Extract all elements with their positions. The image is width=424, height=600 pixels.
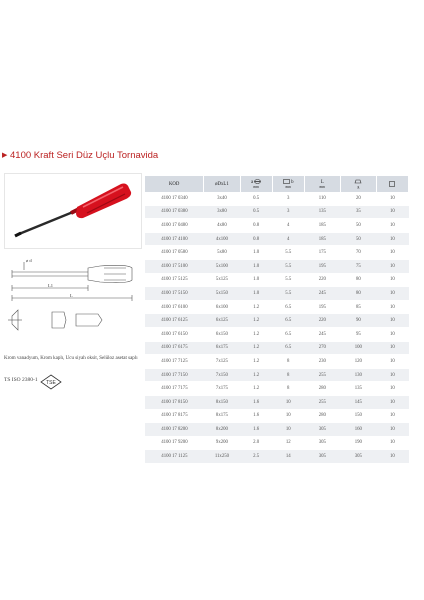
cell-blade-width: 14 xyxy=(272,450,304,464)
cell-weight: 90 xyxy=(340,314,376,328)
cell-length: 245 xyxy=(304,327,340,341)
cell-weight: 75 xyxy=(340,259,376,273)
cell-length: 255 xyxy=(304,395,340,409)
cell-dimension: 7x125 xyxy=(204,355,240,369)
cell-length: 305 xyxy=(304,450,340,464)
cell-package-qty: 10 xyxy=(376,382,408,396)
cell-length: 185 xyxy=(304,219,340,233)
column-header-weight: g xyxy=(340,176,376,192)
cell-blade-width: 12 xyxy=(272,436,304,450)
standard-label: TS ISO 2380-1 xyxy=(4,377,38,383)
table-row xyxy=(145,314,409,328)
cell-weight: 150 xyxy=(340,409,376,423)
cell-blade-width: 3 xyxy=(272,192,304,205)
table-row xyxy=(145,355,409,369)
table-row xyxy=(145,368,409,382)
table-header-row xyxy=(145,176,409,192)
cell-weight: 95 xyxy=(340,327,376,341)
cell-blade-width: 10 xyxy=(272,395,304,409)
blade-length-label: L1 xyxy=(48,283,53,288)
section-title xyxy=(0,150,424,164)
cell-package-qty: 10 xyxy=(376,409,408,423)
bullet-arrow-icon: ▶ xyxy=(2,152,8,159)
cell-length: 135 xyxy=(304,205,340,219)
cell-dimension: 5x100 xyxy=(204,259,240,273)
cell-weight: 160 xyxy=(340,423,376,437)
total-length-label: L xyxy=(70,293,73,298)
cell-package-qty: 10 xyxy=(376,355,408,369)
cell-blade-thickness: 1.0 xyxy=(240,259,272,273)
cell-package-qty: 10 xyxy=(376,395,408,409)
cell-dimension: 9x200 xyxy=(204,436,240,450)
cell-weight: 145 xyxy=(340,395,376,409)
cell-length: 185 xyxy=(304,232,340,246)
column-header-dimension: øDxL1 xyxy=(204,176,240,192)
cell-code: 4100 17 9200 xyxy=(145,436,204,450)
cell-blade-thickness: 2.0 xyxy=(240,436,272,450)
table-row xyxy=(145,287,409,301)
cell-blade-thickness: 1.0 xyxy=(240,287,272,301)
cell-weight: 85 xyxy=(340,300,376,314)
cell-length: 280 xyxy=(304,409,340,423)
svg-text:TSE: TSE xyxy=(46,380,56,386)
cell-blade-thickness: 0.5 xyxy=(240,205,272,219)
cell-dimension: 6x125 xyxy=(204,314,240,328)
table-row xyxy=(145,436,409,450)
cell-code: 4100 17 0380 xyxy=(145,205,204,219)
table-row xyxy=(145,395,409,409)
cell-dimension: 4x100 xyxy=(204,232,240,246)
cell-weight: 120 xyxy=(340,355,376,369)
cell-package-qty: 10 xyxy=(376,205,408,219)
cell-blade-thickness: 1.2 xyxy=(240,314,272,328)
cell-length: 110 xyxy=(304,192,340,205)
cell-length: 305 xyxy=(304,436,340,450)
cell-blade-width: 4 xyxy=(272,232,304,246)
cell-code: 4100 17 1125 xyxy=(145,450,204,464)
cell-blade-thickness: 1.2 xyxy=(240,368,272,382)
table-row xyxy=(145,327,409,341)
cell-blade-width: 6.5 xyxy=(272,341,304,355)
cell-blade-width: 6.5 xyxy=(272,300,304,314)
technical-drawing xyxy=(4,252,140,342)
cell-weight: 100 xyxy=(340,341,376,355)
page-title: 4100 Kraft Seri Düz Uçlu Tornavida xyxy=(10,150,159,161)
cell-blade-width: 3 xyxy=(272,205,304,219)
cell-code: 4100 17 0340 xyxy=(145,192,204,205)
cell-code: 4100 17 0480 xyxy=(145,219,204,233)
cell-blade-thickness: 0.5 xyxy=(240,192,272,205)
table-row xyxy=(145,341,409,355)
cell-length: 220 xyxy=(304,273,340,287)
cell-dimension: 8x150 xyxy=(204,395,240,409)
cell-length: 280 xyxy=(304,382,340,396)
cell-blade-width: 5.5 xyxy=(272,246,304,260)
cell-length: 270 xyxy=(304,341,340,355)
cell-package-qty: 10 xyxy=(376,327,408,341)
product-description: Krom vanadyum, Krom kaplı, Ucu siyah oksit, Selüloz asetat saplı xyxy=(4,356,138,361)
cell-weight: 130 xyxy=(340,368,376,382)
cell-package-qty: 10 xyxy=(376,300,408,314)
cell-package-qty: 10 xyxy=(376,450,408,464)
cell-blade-width: 5.5 xyxy=(272,259,304,273)
cell-weight: 190 xyxy=(340,436,376,450)
cell-blade-thickness: 1.2 xyxy=(240,355,272,369)
cell-blade-width: 6.5 xyxy=(272,327,304,341)
cell-code: 4100 17 6150 xyxy=(145,327,204,341)
cell-package-qty: 10 xyxy=(376,436,408,450)
cell-code: 4100 17 6100 xyxy=(145,300,204,314)
spec-table xyxy=(145,176,409,464)
cell-code: 4100 17 7125 xyxy=(145,355,204,369)
table-row xyxy=(145,382,409,396)
cell-package-qty: 10 xyxy=(376,273,408,287)
cell-code: 4100 17 8175 xyxy=(145,409,204,423)
cell-code: 4100 17 5125 xyxy=(145,273,204,287)
cell-weight: 80 xyxy=(340,287,376,301)
cell-code: 4100 17 7150 xyxy=(145,368,204,382)
table-row xyxy=(145,219,409,233)
table-row xyxy=(145,259,409,273)
cell-blade-width: 5.5 xyxy=(272,287,304,301)
blade-thickness-icon: a xyxy=(251,180,261,185)
cell-length: 305 xyxy=(304,423,340,437)
table-row xyxy=(145,246,409,260)
cell-blade-width: 10 xyxy=(272,423,304,437)
table-row xyxy=(145,409,409,423)
cell-blade-thickness: 1.2 xyxy=(240,300,272,314)
cell-weight: 20 xyxy=(340,192,376,205)
cell-length: 195 xyxy=(304,259,340,273)
table-row xyxy=(145,273,409,287)
cell-code: 4100 17 5150 xyxy=(145,287,204,301)
column-header-blade-thickness: a mm xyxy=(240,176,272,192)
table-row xyxy=(145,300,409,314)
cell-weight: 50 xyxy=(340,232,376,246)
cell-dimension: 6x150 xyxy=(204,327,240,341)
cell-code: 4100 17 0580 xyxy=(145,246,204,260)
cell-length: 230 xyxy=(304,355,340,369)
cell-dimension: 7x175 xyxy=(204,382,240,396)
cell-dimension: 7x150 xyxy=(204,368,240,382)
cell-dimension: 5x80 xyxy=(204,246,240,260)
table-row xyxy=(145,450,409,464)
cell-blade-thickness: 1.6 xyxy=(240,423,272,437)
tse-logo xyxy=(40,374,62,395)
cell-dimension: 8x200 xyxy=(204,423,240,437)
cell-package-qty: 10 xyxy=(376,368,408,382)
cell-blade-thickness: 1.2 xyxy=(240,341,272,355)
cell-dimension: 5x150 xyxy=(204,287,240,301)
blade-width-icon: b xyxy=(283,180,294,185)
table-row xyxy=(145,232,409,246)
table-row xyxy=(145,192,409,205)
package-icon xyxy=(389,182,395,187)
cell-blade-width: 8 xyxy=(272,382,304,396)
cell-blade-thickness: 2.5 xyxy=(240,450,272,464)
screwdriver-photo-icon xyxy=(5,174,141,248)
spec-table-body xyxy=(145,192,409,463)
cell-blade-thickness: 1.2 xyxy=(240,327,272,341)
cell-code: 4100 17 6175 xyxy=(145,341,204,355)
cell-dimension: 6x100 xyxy=(204,300,240,314)
cell-weight: 80 xyxy=(340,273,376,287)
cell-dimension: 3x40 xyxy=(204,192,240,205)
cell-dimension: 11x250 xyxy=(204,450,240,464)
cell-blade-width: 5.5 xyxy=(272,273,304,287)
cell-blade-thickness: 1.6 xyxy=(240,395,272,409)
cell-blade-width: 6.5 xyxy=(272,314,304,328)
cell-blade-width: 8 xyxy=(272,355,304,369)
column-header-length: L mm xyxy=(304,176,340,192)
cell-code: 4100 17 6125 xyxy=(145,314,204,328)
cell-package-qty: 10 xyxy=(376,259,408,273)
cell-package-qty: 10 xyxy=(376,232,408,246)
cell-code: 4100 17 8150 xyxy=(145,395,204,409)
column-header-code: KOD xyxy=(145,176,204,192)
cell-dimension: 8x175 xyxy=(204,409,240,423)
cell-length: 175 xyxy=(304,246,340,260)
cell-length: 255 xyxy=(304,368,340,382)
cell-length: 245 xyxy=(304,287,340,301)
product-photo xyxy=(4,173,142,249)
cell-blade-width: 10 xyxy=(272,409,304,423)
cell-blade-width: 4 xyxy=(272,219,304,233)
cell-blade-thickness: 1.2 xyxy=(240,382,272,396)
cell-code: 4100 17 5100 xyxy=(145,259,204,273)
column-header-blade-width: b mm xyxy=(272,176,304,192)
cell-length: 220 xyxy=(304,314,340,328)
cell-dimension: 4x80 xyxy=(204,219,240,233)
cell-blade-width: 8 xyxy=(272,368,304,382)
cell-package-qty: 10 xyxy=(376,287,408,301)
cell-package-qty: 10 xyxy=(376,341,408,355)
cell-blade-thickness: 0.8 xyxy=(240,219,272,233)
cell-code: 4100 17 8200 xyxy=(145,423,204,437)
cell-dimension: 3x80 xyxy=(204,205,240,219)
cell-dimension: 5x125 xyxy=(204,273,240,287)
cell-dimension: 6x175 xyxy=(204,341,240,355)
column-header-package xyxy=(376,176,408,192)
cell-package-qty: 10 xyxy=(376,192,408,205)
cell-weight: 70 xyxy=(340,246,376,260)
cell-blade-thickness: 1.0 xyxy=(240,273,272,287)
table-row xyxy=(145,423,409,437)
table-row xyxy=(145,205,409,219)
cell-blade-thickness: 1.6 xyxy=(240,409,272,423)
cell-package-qty: 10 xyxy=(376,246,408,260)
cell-package-qty: 10 xyxy=(376,219,408,233)
cell-code: 4100 17 4100 xyxy=(145,232,204,246)
cell-blade-thickness: 0.8 xyxy=(240,232,272,246)
cell-weight: 35 xyxy=(340,205,376,219)
cell-blade-thickness: 1.0 xyxy=(240,246,272,260)
cell-length: 195 xyxy=(304,300,340,314)
cell-package-qty: 10 xyxy=(376,314,408,328)
diameter-label: ø d xyxy=(26,258,32,263)
cell-weight: 305 xyxy=(340,450,376,464)
cell-weight: 135 xyxy=(340,382,376,396)
cell-code: 4100 17 7175 xyxy=(145,382,204,396)
cell-package-qty: 10 xyxy=(376,423,408,437)
cell-weight: 50 xyxy=(340,219,376,233)
